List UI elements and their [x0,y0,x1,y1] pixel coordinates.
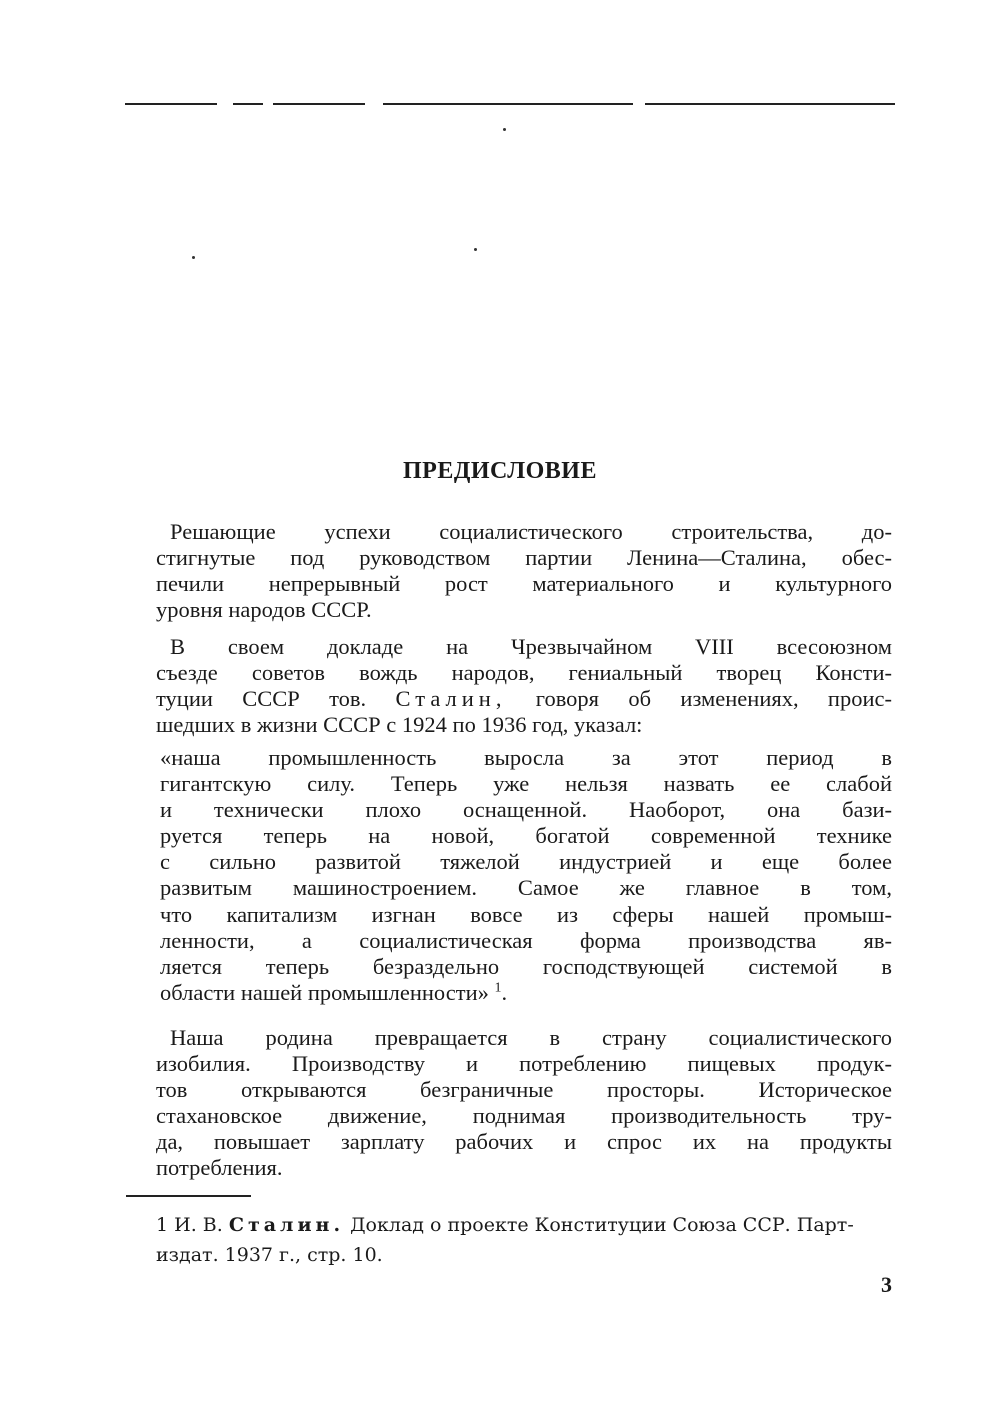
print-speck [474,248,477,251]
text-line: печили непрерывный рост материального и культурного [156,571,892,597]
print-speck [192,256,195,259]
footnote-separator [126,1195,251,1197]
print-speck [503,128,506,131]
quote-line: ляется теперь безраздельно господствующей системой в [160,953,892,979]
text-line: В своем докладе на Чрезвычайном VIII всесоюзном [170,634,892,659]
quote-line: области нашей промышленности» $^1$. [160,979,508,1005]
footnote-author-name: Сталин. [228,1214,345,1236]
quote-text: области нашей промышленности» [160,979,489,1005]
quote-line: и технически плохо оснащенной. Наоборот, она бази- [160,797,892,823]
footnote-reference: 1 [494,980,502,996]
quote-line: руется теперь на новой, богатой современной технике [160,823,892,849]
page-number: 3 [881,1272,892,1297]
text-line: потребления. [156,1155,283,1181]
spaced-name: Сталин, [395,686,507,712]
text-line: Наша родина превращается в страну социалистического [170,1025,892,1050]
quote-block [160,745,892,1006]
text-line: стахановское движение, поднимая производительность тру- [156,1103,892,1129]
text-line: Решающие успехи социалистического строительства, до- [170,519,892,544]
quote-line: гигантскую силу. Теперь уже нельзя назвать ее слабой [160,771,892,797]
text-line: тов открываются безграничные просторы. Историческое [156,1077,892,1103]
quote-line: что капитализм изгнан вовсе из сферы нашей промыш- [160,901,892,927]
paragraph-3 [156,1025,892,1182]
text-fragment: туции СССР тов. [156,686,367,712]
text-line: съезде советов вождь народов, гениальный творец Консти- [156,660,892,686]
text-line: уровня народов СССР. [156,597,372,623]
text-line: да, повышает зарплату рабочих и спрос их на продукты [156,1129,892,1155]
paragraph-2 [156,634,892,738]
quote-line: «наша промышленность выросла за этот период в [160,745,892,770]
text-fragment: говоря об изменениях, проис- [535,686,892,712]
footnote-line [156,1210,892,1240]
footnote-title: Доклад о проекте Конституции Союза ССР. Парт- [350,1214,854,1236]
footnote [156,1210,892,1270]
footnote-author-initials: И. В. [174,1214,223,1236]
paragraph-1 [156,519,892,623]
text-line: шедших в жизни СССР с 1924 по 1936 год, указал: [156,712,643,738]
text-line: стигнутые под руководством партии Ленина—Сталина, обес- [156,545,892,571]
quote-line: с сильно развитой тяжелой индустрией и еще более [160,849,892,875]
footnote-mark: 1 [156,1214,169,1236]
text-line [156,686,892,712]
top-rule [125,103,895,105]
footnote-line: издат. 1937 г., стр. 10. [156,1244,383,1266]
text-line: изобилия. Производству и потреблению пищевых продук- [156,1051,892,1077]
quote-line: развитым машиностроением. Самое же главное в том, [160,875,892,901]
quote-line: ленности, а социалистическая форма производства яв- [160,927,892,953]
page-title: ПРЕДИСЛОВИЕ [403,458,597,484]
